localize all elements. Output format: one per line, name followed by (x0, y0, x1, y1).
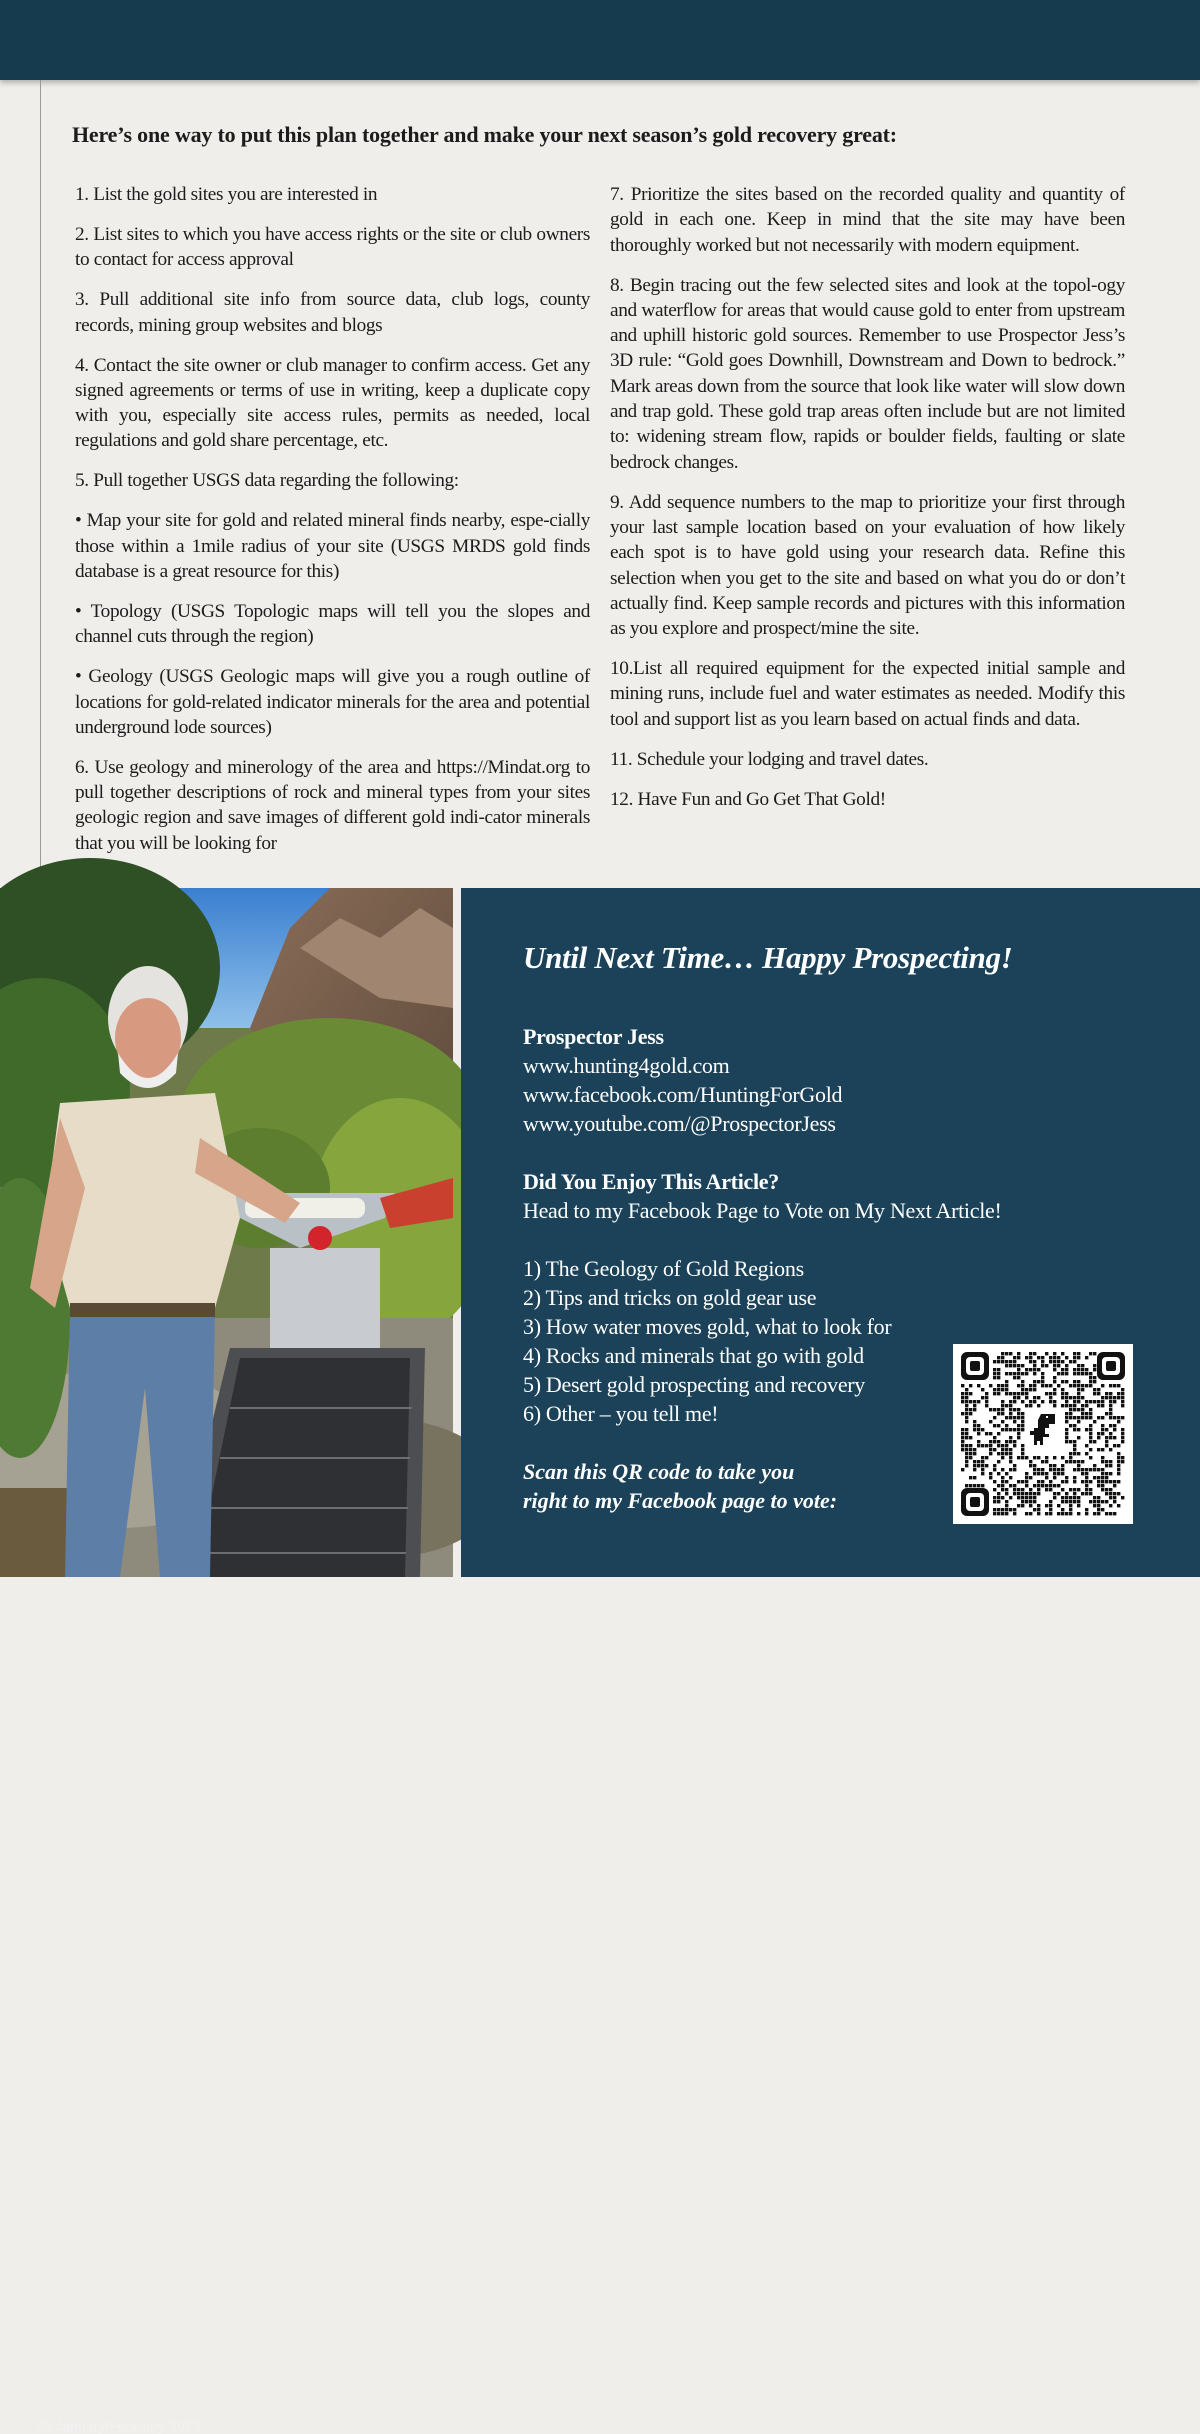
list-item: 5. Pull together USGS data regarding the following: (75, 470, 459, 492)
prospector-photo (0, 888, 453, 2434)
list-item: 1. List the gold sites you are interested in (75, 184, 378, 205)
article-headline: Here’s one way to put this plan together and make your next season’s gold recovery great: (72, 122, 897, 147)
author-name: Prospector Jess (523, 1024, 664, 1049)
margin-rule (40, 80, 41, 888)
header-bar (0, 0, 1200, 80)
facebook-link[interactable]: www.facebook.com/HuntingForGold (523, 1082, 843, 1107)
scan-instruction: right to my Facebook page to vote: (523, 1488, 838, 1513)
list-item: • Map your site for gold and related mineral finds nearby, espe-cially those within a 1mile radius of your site (USGS MRDS gold finds database is a great resource for this) (75, 510, 590, 582)
website-link[interactable]: www.hunting4gold.com (523, 1053, 730, 1078)
youtube-link[interactable]: www.youtube.com/@ProspectorJess (523, 1111, 836, 1136)
list-item: 8. Begin tracing out the few selected sites and look at the topol-ogy and waterflow for areas that would cause gold to enter from upstream and uphill historic gold sources. Remember to use Prospector Jess’s 3D rule: “Gold goes Downhill, Downstream and Down to bedrock.” Mark areas down from the source that look like water will slow down and trap gold. These gold trap areas often include but are not limited to: widening stream flow, rapids or boulder fields, faulting or slate bedrock changes. (610, 274, 1125, 473)
right-column (610, 182, 1125, 827)
vote-option: 4) Rocks and minerals that go with gold (523, 1343, 864, 1368)
list-item: 3. Pull additional site info from source data, club logs, county records, mining group websites and blogs (75, 289, 590, 336)
vote-option: 5) Desert gold prospecting and recovery (523, 1372, 866, 1397)
vote-option: 1) The Geology of Gold Regions (523, 1256, 804, 1281)
scan-instruction: Scan this QR code to take you (523, 1459, 795, 1484)
list-item: 4. Contact the site owner or club manager to confirm access. Get any signed agreements or terms of use in writing, keep a duplicate copy with you, especially site access rules, permits as needed, local regulations and gold share percentage, etc. (75, 354, 590, 452)
list-item: • Topology (USGS Topologic maps will tell you the slopes and channel cuts through the region) (75, 600, 590, 648)
list-item: 2. List sites to which you have access rights or the site or club owners to contact for access approval (75, 223, 590, 271)
list-item: • Geology (USGS Geologic maps will give you a rough outline of locations for gold-related indicator minerals for the area and potential underground lode sources) (75, 666, 590, 738)
promo-panel (461, 888, 1200, 1577)
list-item: 11. Schedule your lodging and travel dates. (610, 748, 929, 770)
list-item: 7. Prioritize the sites based on the recorded quality and quantity of gold in each one. Keep in mind that the site may have been thoroughly worked but not necessarily with modern equipment. (610, 184, 1125, 256)
list-item: 6. Use geology and minerology of the area and https://Mindat.org to pull together descriptions of rock and mineral types from your sites geologic region and save images of different gold indi-cator minerals that you will be looking for (75, 756, 590, 854)
vote-option: 6) Other – you tell me! (523, 1401, 719, 1426)
qr-code-icon[interactable] (953, 1344, 1133, 1524)
list-item: 9. Add sequence numbers to the map to prioritize your first through your last sample location based on your evaluation of how likely each spot is to have gold using your research data. Refine this selection when you get to the site and based on what you do or don’t actually find. Keep sample records and pictures with this information as you explore and prospect/mine the site. (610, 491, 1125, 640)
vote-cta: Head to my Facebook Page to Vote on My Next Article! (523, 1198, 1002, 1223)
question-heading: Did You Enjoy This Article? (523, 1169, 779, 1194)
page-footer: 26 January/February 2023 (36, 2418, 201, 2434)
vote-option: 3) How water moves gold, what to look for (523, 1314, 892, 1339)
list-item: 10.List all required equipment for the expected initial sample and mining runs, include fuel and water estimates as needed. Modify this tool and support list as you learn based on actual finds and data. (610, 658, 1125, 730)
dinosaur-icon (1025, 1408, 1061, 1452)
promo-title: Until Next Time… Happy Prospecting! (523, 940, 1013, 975)
left-column (75, 182, 590, 871)
list-item: 12. Have Fun and Go Get That Gold! (610, 788, 886, 810)
vote-option: 2) Tips and tricks on gold gear use (523, 1285, 817, 1310)
